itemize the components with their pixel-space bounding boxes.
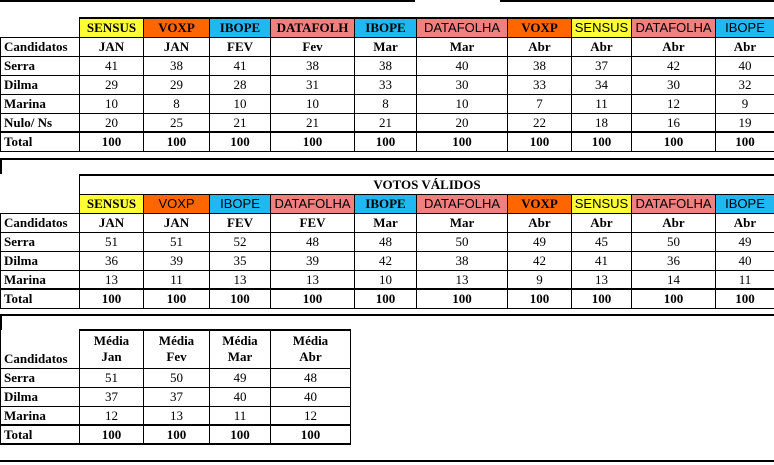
- poll-value: 10: [417, 94, 508, 113]
- poll-value: 8: [355, 94, 417, 113]
- month-header: JAN: [144, 213, 210, 232]
- poll-value: 10: [355, 270, 417, 289]
- average-value: 13: [144, 406, 210, 425]
- total-value: 100: [144, 425, 210, 444]
- table-title: VOTOS VÁLIDOS: [80, 175, 774, 194]
- total-value: 100: [508, 289, 572, 308]
- average-header-line1: Média: [158, 333, 195, 348]
- poll-value: 16: [632, 113, 716, 132]
- total-value: 100: [80, 425, 144, 444]
- total-value: 100: [210, 289, 271, 308]
- institute-header: DATAFOLHA: [417, 194, 508, 213]
- average-header: [144, 330, 210, 368]
- total-value: 100: [632, 289, 716, 308]
- average-header-line1: Média: [93, 333, 130, 348]
- average-header-line2: Mar: [227, 349, 253, 365]
- poll-value: 41: [572, 251, 632, 270]
- poll-value: 14: [632, 270, 716, 289]
- month-header: JAN: [80, 37, 144, 56]
- poll-value: 32: [716, 75, 774, 94]
- poll-value: 40: [716, 56, 774, 75]
- average-value: 50: [144, 368, 210, 387]
- poll-value: 40: [716, 251, 774, 270]
- candidate-name: Serra: [1, 232, 80, 251]
- candidates-header: Candidatos: [1, 330, 80, 368]
- poll-value: 9: [508, 270, 572, 289]
- institute-header: IBOPE: [716, 194, 774, 213]
- total-value: 100: [210, 132, 271, 151]
- poll-value: 7: [508, 94, 572, 113]
- section-divider-left: [0, 314, 2, 330]
- poll-value: 13: [417, 270, 508, 289]
- institute-header: DATAFOLHA: [417, 18, 508, 37]
- total-value: 100: [716, 289, 774, 308]
- month-header: Abr: [716, 37, 774, 56]
- poll-value: 13: [80, 270, 144, 289]
- average-header-line2: Abr: [299, 349, 322, 365]
- month-header: Fev: [271, 37, 355, 56]
- month-header: Mar: [417, 213, 508, 232]
- poll-value: 41: [80, 56, 144, 75]
- candidate-name: Marina: [1, 406, 80, 425]
- month-header: FEV: [210, 37, 271, 56]
- poll-value: 22: [508, 113, 572, 132]
- average-value: 37: [80, 387, 144, 406]
- total-value: 100: [716, 132, 774, 151]
- candidate-name: Nulo/ Ns: [1, 113, 80, 132]
- poll-value: 13: [572, 270, 632, 289]
- month-header: Abr: [508, 37, 572, 56]
- polls-table: [0, 17, 774, 152]
- month-header: Mar: [355, 213, 417, 232]
- total-label: Total: [1, 289, 80, 308]
- month-header: Abr: [572, 213, 632, 232]
- institute-header: VOXP: [144, 194, 210, 213]
- poll-value: 36: [632, 251, 716, 270]
- poll-value: 48: [271, 232, 355, 251]
- total-value: 100: [572, 132, 632, 151]
- poll-value: 38: [144, 56, 210, 75]
- institute-header: SENSUS: [80, 18, 144, 37]
- poll-value: 38: [417, 251, 508, 270]
- poll-value: 45: [572, 232, 632, 251]
- poll-value: 38: [355, 56, 417, 75]
- institute-header: DATAFOLH: [271, 18, 355, 37]
- total-value: 100: [417, 289, 508, 308]
- average-header: [210, 330, 271, 368]
- total-value: 100: [508, 132, 572, 151]
- institute-header: VOXP: [144, 18, 210, 37]
- poll-value: 11: [572, 94, 632, 113]
- average-header: [271, 330, 351, 368]
- average-value: 51: [80, 368, 144, 387]
- poll-value: 36: [80, 251, 144, 270]
- bottom-border: [0, 460, 774, 462]
- poll-value: 29: [144, 75, 210, 94]
- poll-value: 39: [144, 251, 210, 270]
- month-header: Mar: [417, 37, 508, 56]
- poll-value: 38: [508, 56, 572, 75]
- spacer-cell: [1, 175, 80, 194]
- average-header-line2: Fev: [166, 349, 187, 365]
- poll-value: 21: [355, 113, 417, 132]
- month-header: JAN: [80, 213, 144, 232]
- top-border-left: [0, 0, 415, 2]
- institute-header: IBOPE: [210, 18, 271, 37]
- poll-value: 51: [80, 232, 144, 251]
- institute-header: DATAFOLHA: [271, 194, 355, 213]
- poll-value: 30: [632, 75, 716, 94]
- total-value: 100: [80, 132, 144, 151]
- poll-value: 42: [355, 251, 417, 270]
- month-header: Abr: [716, 213, 774, 232]
- poll-value: 10: [210, 94, 271, 113]
- average-value: 40: [271, 387, 351, 406]
- total-value: 100: [144, 132, 210, 151]
- institute-header: IBOPE: [210, 194, 271, 213]
- poll-value: 28: [210, 75, 271, 94]
- candidate-name: Marina: [1, 94, 80, 113]
- total-value: 100: [271, 289, 355, 308]
- candidate-name: Dilma: [1, 251, 80, 270]
- poll-value: 33: [508, 75, 572, 94]
- candidate-name: Dilma: [1, 387, 80, 406]
- poll-value: 50: [417, 232, 508, 251]
- candidate-name: Dilma: [1, 75, 80, 94]
- poll-value: 39: [271, 251, 355, 270]
- average-header: [80, 330, 144, 368]
- poll-value: 40: [417, 56, 508, 75]
- institute-header: VOXP: [508, 194, 572, 213]
- candidate-name: Serra: [1, 368, 80, 387]
- poll-value: 51: [144, 232, 210, 251]
- poll-value: 20: [80, 113, 144, 132]
- section-divider: [0, 314, 774, 316]
- poll-value: 37: [572, 56, 632, 75]
- top-border-right: [500, 0, 774, 2]
- institute-header: DATAFOLHA: [632, 194, 716, 213]
- institute-header: IBOPE: [355, 194, 417, 213]
- institute-header: DATAFOLHA: [632, 18, 716, 37]
- poll-value: 10: [271, 94, 355, 113]
- institute-header: VOXP: [508, 18, 572, 37]
- institute-header: SENSUS: [572, 18, 632, 37]
- total-value: 100: [144, 289, 210, 308]
- poll-value: 41: [210, 56, 271, 75]
- total-value: 100: [210, 425, 271, 444]
- poll-value: 20: [417, 113, 508, 132]
- month-header: FEV: [210, 213, 271, 232]
- average-value: 11: [210, 406, 271, 425]
- total-value: 100: [355, 289, 417, 308]
- poll-value: 42: [508, 251, 572, 270]
- poll-value: 9: [716, 94, 774, 113]
- poll-value: 52: [210, 232, 271, 251]
- total-label: Total: [1, 425, 80, 444]
- poll-value: 11: [716, 270, 774, 289]
- institute-header: SENSUS: [572, 194, 632, 213]
- total-value: 100: [632, 132, 716, 151]
- total-label: Total: [1, 132, 80, 151]
- poll-value: 12: [632, 94, 716, 113]
- poll-value: 33: [355, 75, 417, 94]
- poll-value: 21: [271, 113, 355, 132]
- total-value: 100: [80, 289, 144, 308]
- candidates-header: Candidatos: [1, 37, 80, 56]
- month-header: Abr: [508, 213, 572, 232]
- average-header-line2: Jan: [101, 349, 122, 365]
- poll-value: 48: [355, 232, 417, 251]
- spacer-cell: [1, 18, 80, 37]
- month-header: Abr: [632, 213, 716, 232]
- valid-votes-table: [0, 174, 774, 309]
- poll-value: 18: [572, 113, 632, 132]
- poll-value: 34: [572, 75, 632, 94]
- candidates-header: Candidatos: [1, 213, 80, 232]
- poll-value: 49: [508, 232, 572, 251]
- poll-value: 8: [144, 94, 210, 113]
- average-header-line1: Média: [222, 333, 258, 348]
- average-value: 49: [210, 368, 271, 387]
- poll-value: 35: [210, 251, 271, 270]
- poll-value: 31: [271, 75, 355, 94]
- average-value: 12: [271, 406, 351, 425]
- poll-value: 29: [80, 75, 144, 94]
- poll-value: 11: [144, 270, 210, 289]
- month-header: Mar: [355, 37, 417, 56]
- poll-value: 19: [716, 113, 774, 132]
- section-divider-left: [0, 158, 2, 174]
- month-header: Abr: [572, 37, 632, 56]
- total-value: 100: [572, 289, 632, 308]
- candidate-name: Serra: [1, 56, 80, 75]
- candidate-name: Marina: [1, 270, 80, 289]
- total-value: 100: [417, 132, 508, 151]
- poll-value: 21: [210, 113, 271, 132]
- poll-value: 25: [144, 113, 210, 132]
- poll-value: 10: [80, 94, 144, 113]
- institute-header: SENSUS: [80, 194, 144, 213]
- average-value: 48: [271, 368, 351, 387]
- poll-value: 38: [271, 56, 355, 75]
- total-value: 100: [271, 425, 351, 444]
- spacer-cell: [1, 194, 80, 213]
- section-divider: [0, 158, 774, 160]
- total-value: 100: [271, 132, 355, 151]
- month-header: FEV: [271, 213, 355, 232]
- average-value: 40: [210, 387, 271, 406]
- poll-value: 49: [716, 232, 774, 251]
- poll-value: 13: [271, 270, 355, 289]
- average-value: 37: [144, 387, 210, 406]
- average-value: 12: [80, 406, 144, 425]
- monthly-averages-table: [0, 329, 351, 445]
- average-header-line1: Média: [292, 333, 329, 348]
- total-value: 100: [355, 132, 417, 151]
- poll-value: 42: [632, 56, 716, 75]
- poll-value: 30: [417, 75, 508, 94]
- institute-header: IBOPE: [716, 18, 774, 37]
- month-header: JAN: [144, 37, 210, 56]
- month-header: Abr: [632, 37, 716, 56]
- poll-value: 50: [632, 232, 716, 251]
- poll-value: 13: [210, 270, 271, 289]
- institute-header: IBOPE: [355, 18, 417, 37]
